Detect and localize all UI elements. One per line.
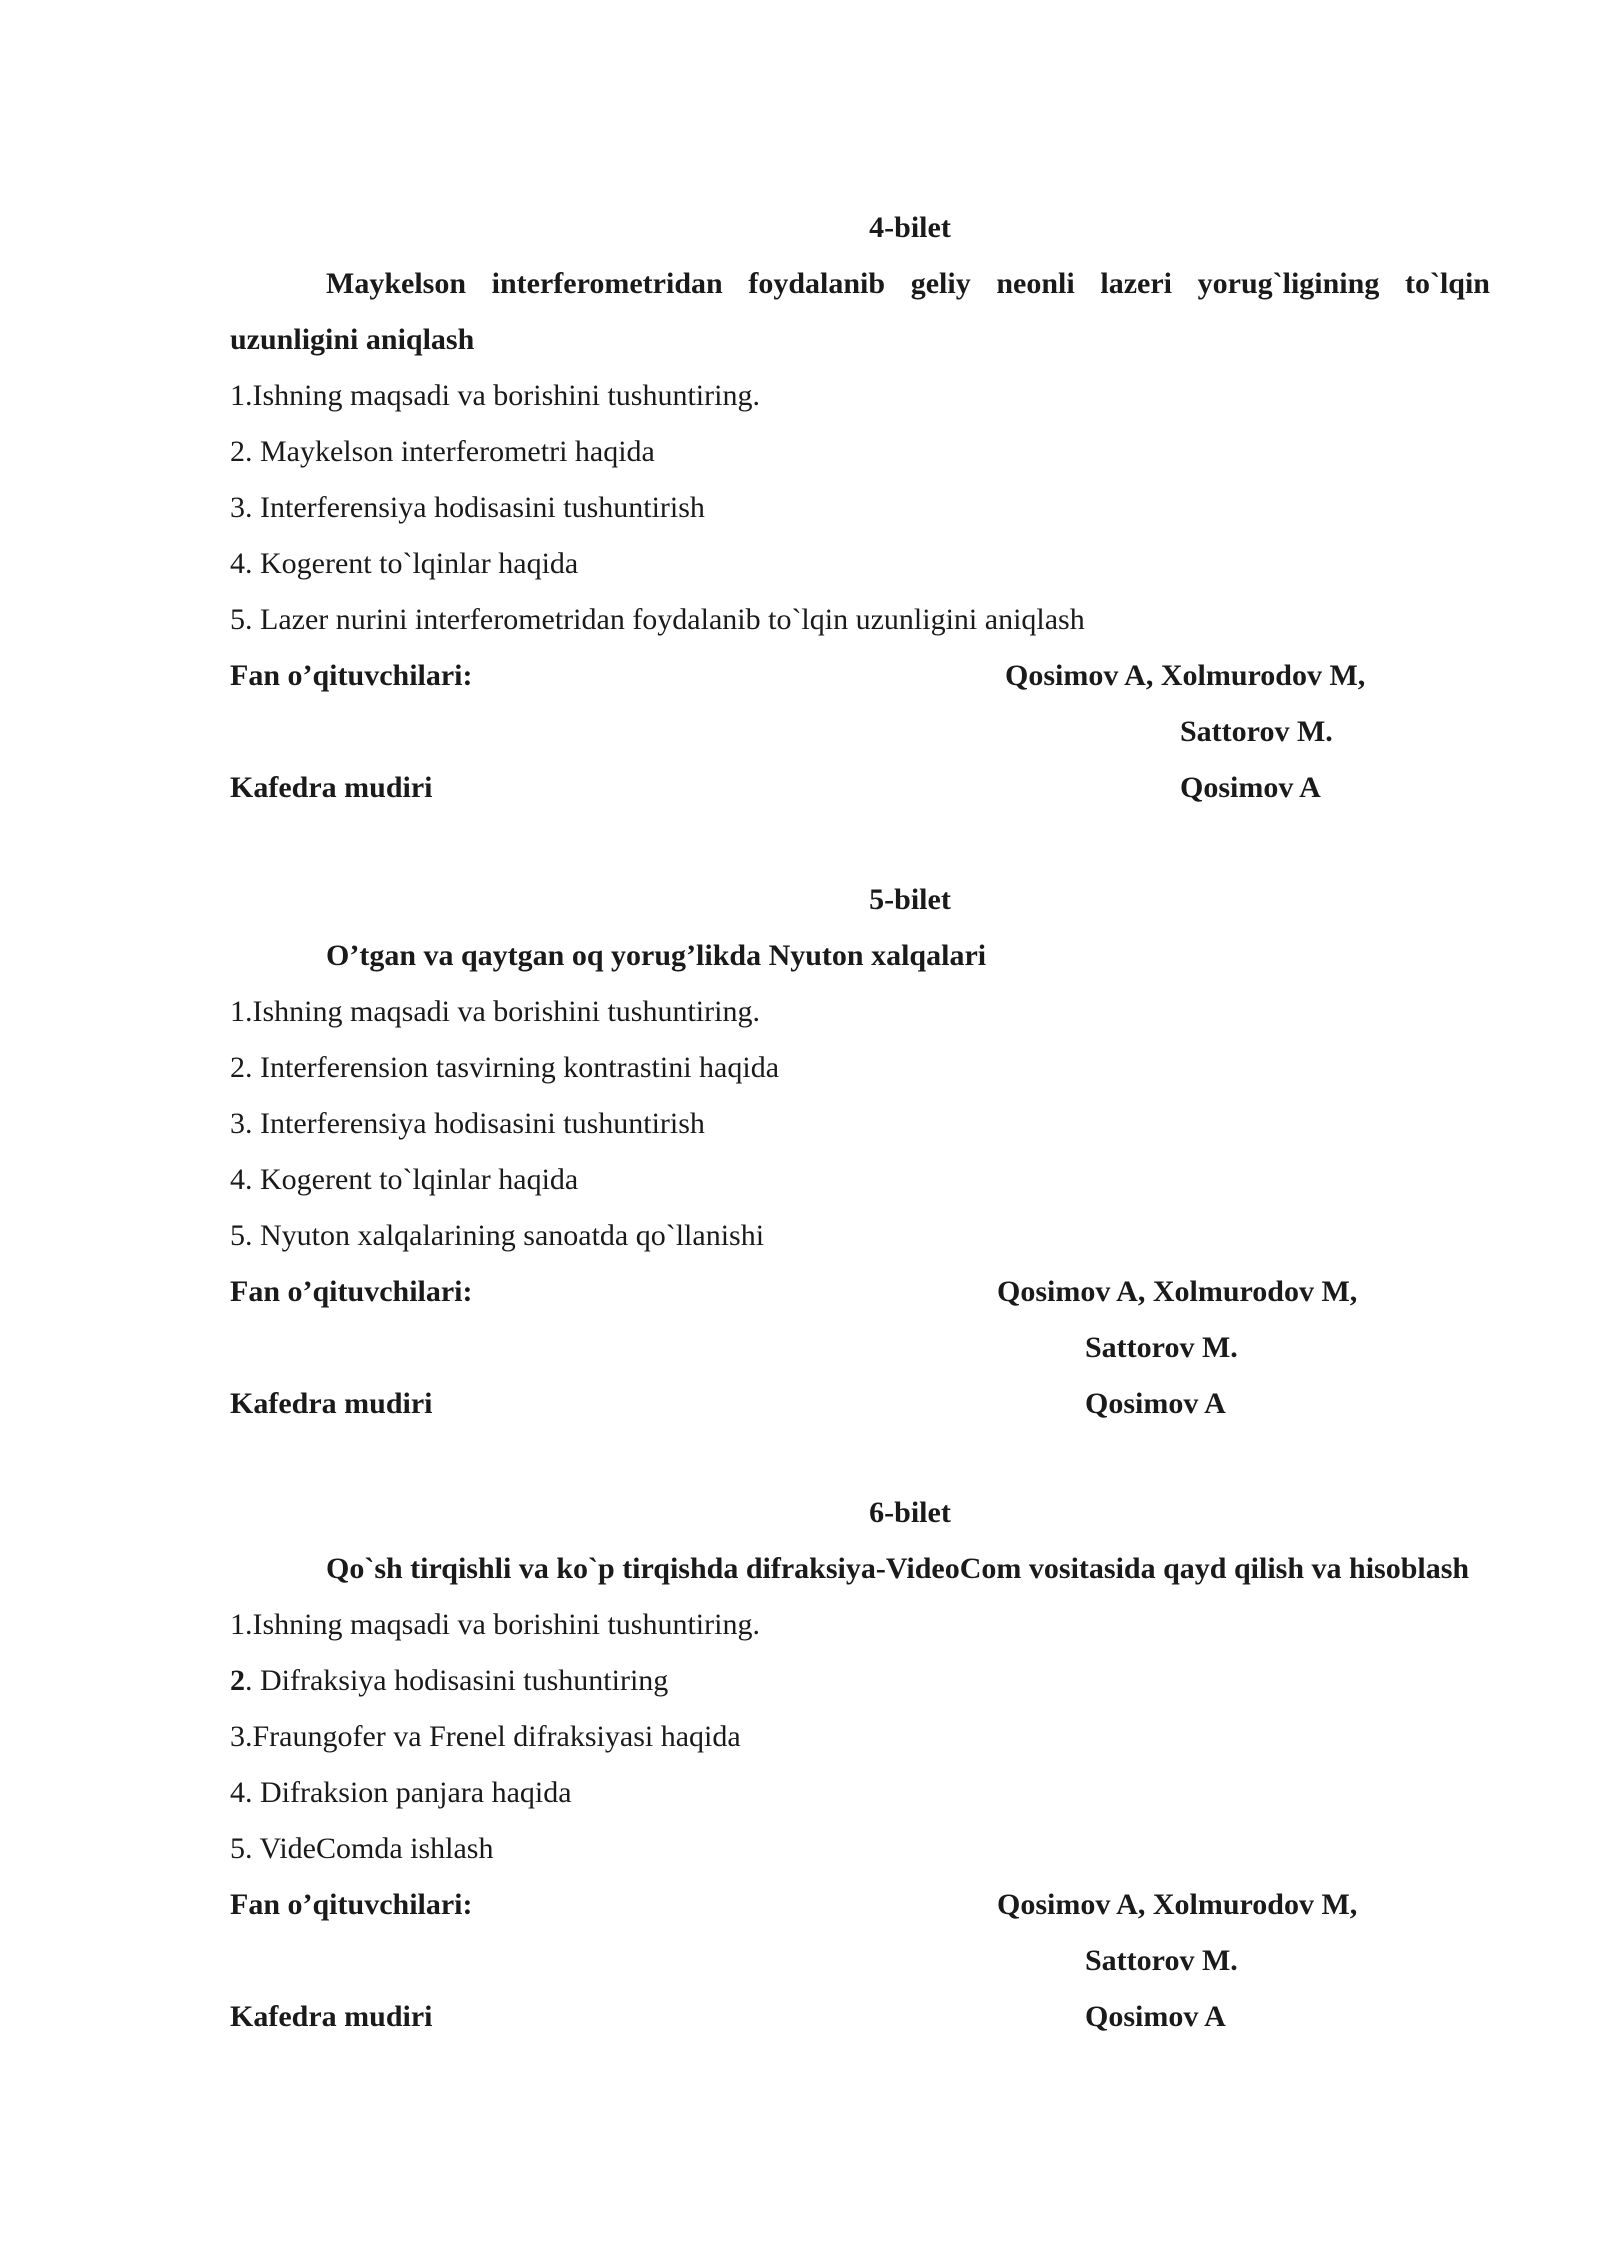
- head-row: [230, 1989, 1490, 2045]
- teachers-row: [230, 1877, 1490, 1933]
- teachers-names-continued: Sattorov M.: [1180, 715, 1333, 748]
- ticket-topic: Qo`sh tirqishli va ko`p tirqishda difraksiya-VideoCom vositasida qayd qilish va hisoblash: [326, 1552, 1470, 1585]
- head-name: Qosimov A: [1085, 2000, 1226, 2033]
- ticket-5: [230, 872, 1490, 1432]
- ticket-title: 6-bilet: [869, 1496, 951, 1529]
- question-item: 3. Interferensiya hodisasini tushuntirish: [230, 1107, 705, 1140]
- question-item: 5. Lazer nurini interferometridan foydalanib to`lqin uzunligini aniqlash: [230, 603, 1085, 636]
- ticket-title: 5-bilet: [869, 883, 951, 916]
- head-name: Qosimov A: [1085, 1387, 1226, 1420]
- question-item: 1.Ishning maqsadi va borishini tushuntiring.: [230, 1608, 760, 1641]
- ticket-topic: Maykelson interferometridan foydalanib geliy neonli lazeri yorug`ligining to`lqin uzunligini aniqlash: [230, 267, 1490, 356]
- teachers-label: Fan o’qituvchilari:: [230, 1888, 473, 1921]
- ticket-6: [230, 1485, 1490, 2045]
- teachers-names-continued: Sattorov M.: [1085, 1944, 1238, 1977]
- teachers-row-continued: [230, 1933, 1490, 1989]
- head-label: Kafedra mudiri: [230, 2000, 433, 2033]
- head-row: [230, 760, 1490, 816]
- teachers-row: [230, 648, 1490, 704]
- teachers-names-continued: Sattorov M.: [1085, 1331, 1238, 1364]
- question-item: 4. Kogerent to`lqinlar haqida: [230, 1163, 579, 1196]
- question-item: 4. Difraksion panjara haqida: [230, 1776, 572, 1809]
- head-name: Qosimov A: [1180, 771, 1321, 804]
- teachers-names: Qosimov A, Xolmurodov M,: [997, 1888, 1358, 1921]
- question-item: 3.Fraungofer va Frenel difraksiyasi haqida: [230, 1720, 741, 1753]
- question-item: 1.Ishning maqsadi va borishini tushuntiring.: [230, 995, 760, 1028]
- ticket-4: [230, 200, 1490, 816]
- question-text: . Difraksiya hodisasini tushuntiring: [245, 1664, 669, 1697]
- teachers-row: [230, 1264, 1490, 1320]
- ticket-topic: O’tgan va qaytgan oq yorug’likda Nyuton xalqalari: [326, 939, 987, 972]
- question-number: 2: [230, 1664, 245, 1697]
- teachers-label: Fan o’qituvchilari:: [230, 659, 473, 692]
- teachers-row-continued: [230, 1320, 1490, 1376]
- head-label: Kafedra mudiri: [230, 1387, 433, 1420]
- question-item: 2. Maykelson interferometri haqida: [230, 435, 655, 468]
- teachers-names: Qosimov A, Xolmurodov M,: [997, 1275, 1358, 1308]
- teachers-row-continued: [230, 704, 1490, 760]
- question-item: 4. Kogerent to`lqinlar haqida: [230, 547, 579, 580]
- question-item: 5. Nyuton xalqalarining sanoatda qo`llanishi: [230, 1219, 765, 1252]
- question-item: 5. VideComda ishlash: [230, 1832, 494, 1865]
- question-item: 3. Interferensiya hodisasini tushuntirish: [230, 491, 705, 524]
- head-label: Kafedra mudiri: [230, 771, 433, 804]
- question-item: 1.Ishning maqsadi va borishini tushuntiring.: [230, 379, 760, 412]
- head-row: [230, 1376, 1490, 1432]
- teachers-names: Qosimov A, Xolmurodov M,: [1005, 659, 1366, 692]
- ticket-title: 4-bilet: [869, 211, 951, 244]
- question-item: 2. Interferension tasvirning kontrastini haqida: [230, 1051, 780, 1084]
- teachers-label: Fan o’qituvchilari:: [230, 1275, 473, 1308]
- question-item: [230, 1653, 1490, 1709]
